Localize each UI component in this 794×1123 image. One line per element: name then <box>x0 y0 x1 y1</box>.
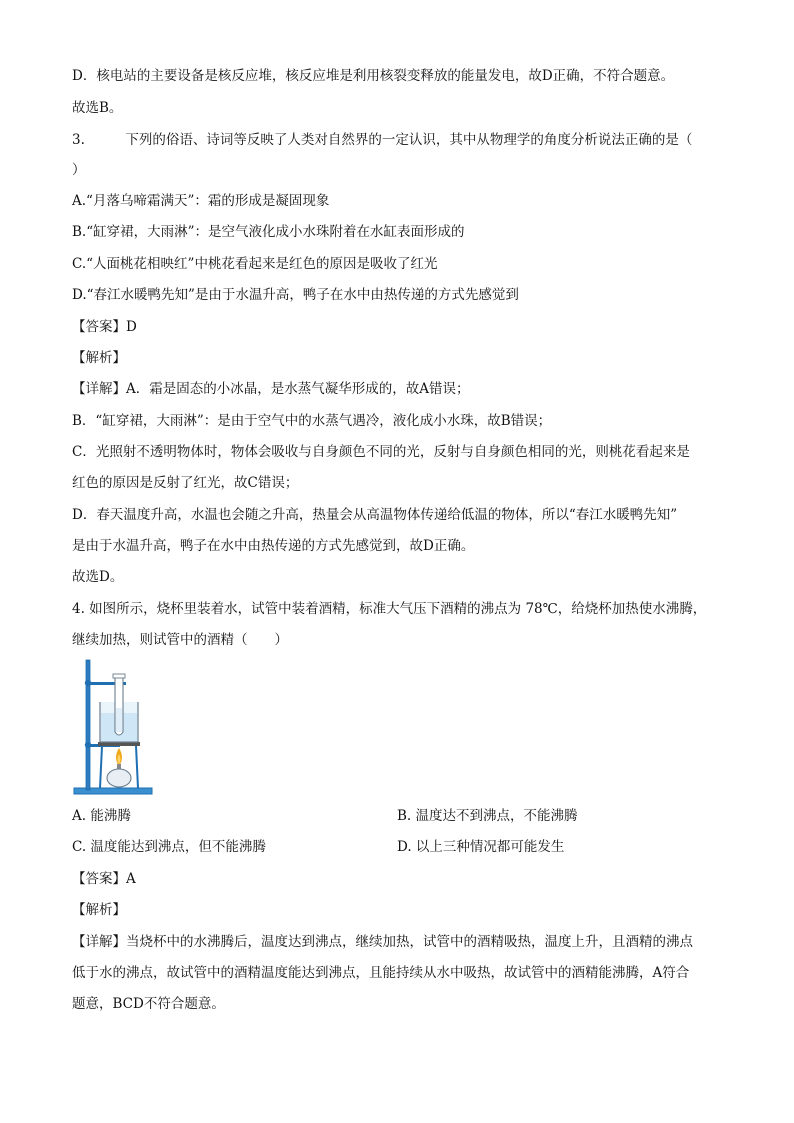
question-4-stem: 4. 如图所示，烧杯里装着水，试管中装着酒精，标准大气压下酒精的沸点为 78℃，给烧杯加热使水沸腾， <box>72 601 707 617</box>
question-4-detail-line-2: 低于水的沸点，故试管中的酒精温度能达到沸点，且能持续从水中吸热，故试管中的酒精能沸腾，A符合 <box>72 965 690 981</box>
question-3-detail-b: B．“缸穿裙，大雨淋”：是由于空气中的水蒸气遇冷，液化成小水珠，故B错误； <box>72 413 552 429</box>
question-3-analysis-label: 【解析】 <box>72 350 126 366</box>
text-line-q2-choice: 故选B。 <box>72 100 123 116</box>
question-4-detail-line-3: 题意，BCD不符合题意。 <box>72 996 225 1012</box>
question-3-detail-d-cont: 是由于水温升高，鸭子在水中由热传递的方式先感觉到，故D正确。 <box>72 538 475 554</box>
question-4-analysis-label: 【解析】 <box>72 902 126 918</box>
question-3-detail-c: C．光照射不透明物体时，物体会吸收与自身颜色不同的光，反射与自身颜色相同的光，则桃花看起来是 <box>72 444 690 460</box>
test-tube-lip <box>113 674 125 678</box>
stand-rod <box>86 660 90 790</box>
question-4-answer: 【答案】A <box>72 871 136 887</box>
question-3-stem: 3. 下列的俗语、诗词等反映了人类对自然界的一定认识，其中从物理学的角度分析说法正确的是（ <box>72 132 693 148</box>
question-4-detail-line-1: 【详解】当烧杯中的水沸腾后，温度达到沸点，继续加热，试管中的酒精吸热，温度上升，且酒精的沸点 <box>72 934 693 950</box>
question-3-detail-d: D．春天温度升高，水温也会随之升高，热量会从高温物体传递给低温的物体，所以“春江水暖鸭先知” <box>72 507 678 523</box>
question-3-detail-c-cont: 红色的原因是反射了红光，故C错误； <box>72 475 299 491</box>
question-4-option-d: D. 以上三种情况都可能发生 <box>397 839 565 855</box>
ring-clamp-knob <box>85 742 91 748</box>
question-4-stem-cont: 继续加热，则试管中的酒精（ ） <box>72 632 288 648</box>
apparatus-figure <box>72 658 156 798</box>
alcohol-lamp <box>107 769 131 787</box>
question-4-option-a: A. 能沸腾 <box>72 808 131 824</box>
question-4-option-b: B. 温度达不到沸点，不能沸腾 <box>397 808 578 824</box>
text-line-q2-option-d-explanation: D．核电站的主要设备是核反应堆，核反应堆是利用核裂变释放的能量发电，故D正确，不符合题意。 <box>72 68 675 84</box>
question-3-stem-end: ） <box>72 162 86 178</box>
support-leg-right <box>136 746 138 788</box>
question-3-choice: 故选D。 <box>72 569 124 585</box>
question-3-option-b: B.“缸穿裙，大雨淋”：是空气液化成小水珠附着在水缸表面形成的 <box>72 224 465 240</box>
test-tube-alcohol <box>116 708 122 732</box>
question-4-option-c: C. 温度能达到沸点，但不能沸腾 <box>72 839 266 855</box>
question-3-detail-a: 【详解】A．霜是固态的小冰晶，是水蒸气凝华形成的，故A错误； <box>72 381 470 397</box>
question-3-answer: 【答案】D <box>72 319 137 335</box>
support-leg-left <box>100 746 102 788</box>
question-3-option-c: C.“人面桃花相映红”中桃花看起来是红色的原因是吸收了红光 <box>72 256 438 272</box>
question-3-option-a: A.“月落乌啼霜满天”：霜的形成是凝固现象 <box>72 193 330 209</box>
upper-clamp-knob <box>85 680 91 686</box>
question-3-option-d: D.“春江水暖鸭先知”是由于水温升高，鸭子在水中由热传递的方式先感觉到 <box>72 287 519 303</box>
